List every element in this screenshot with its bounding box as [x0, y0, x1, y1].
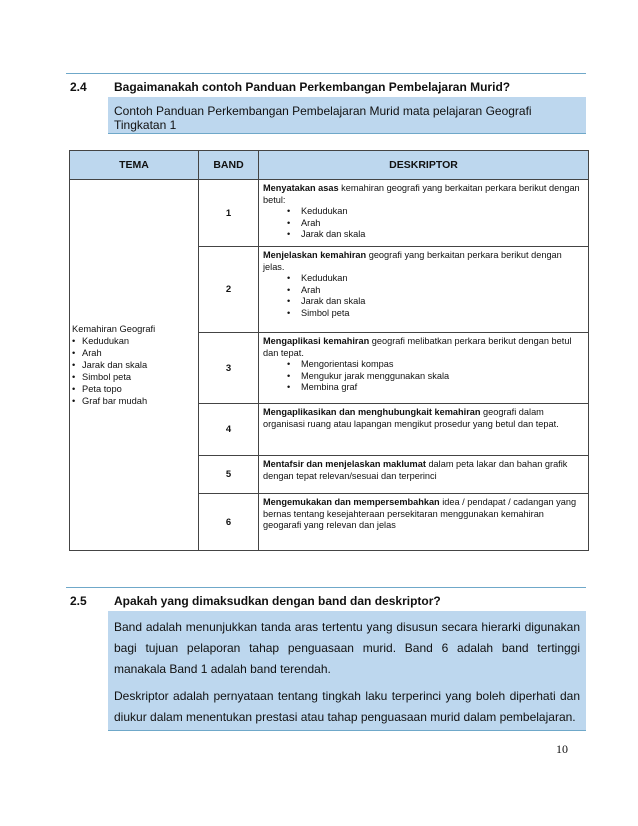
- section-number: 2.5: [70, 594, 87, 608]
- descriptor-text: geografi yang berkaitan perkara berikut dengan jelas.: [263, 250, 562, 272]
- descriptor-text: kemahiran geografi yang berkaitan perkara berikut dengan betul:: [263, 183, 580, 205]
- band-cell: 4: [199, 404, 259, 456]
- descriptor-text: idea / pendapat / cadangan yang bernas tentang kesejahteraan persekitaran menggunakan kemahiran geogarafi yang relevan dan jelas: [263, 497, 577, 530]
- list-item: • Arah: [287, 285, 584, 297]
- list-item: • Peta topo: [72, 383, 196, 395]
- table-header-row: [70, 151, 589, 180]
- list-item: • Jarak dan skala: [72, 359, 196, 371]
- section-2-4-header: [66, 73, 586, 97]
- descriptor-cell: [259, 333, 589, 404]
- descriptor-list: [287, 206, 584, 241]
- band-cell: 2: [199, 247, 259, 333]
- descriptor-text: geografi dalam organisasi ruang atau lapangan mengikut prosedur yang betul dan tepat.: [263, 407, 559, 429]
- tema-title: Kemahiran Geografi: [72, 324, 156, 334]
- list-item: • Kedudukan: [287, 273, 584, 285]
- list-item: • Mengukur jarak menggunakan skala: [287, 371, 584, 383]
- descriptor-cell: [259, 247, 589, 333]
- band-definition: Band adalah menunjukkan tanda aras tertentu yang disusun secara hierarki digunakan bagi tujuan pelaporan tahap penguasaan murid. Band 6 adalah band tertinggi manakala Band 1 adalah band terendah.: [114, 620, 580, 676]
- descriptor-list: [287, 273, 584, 319]
- tema-cell: [70, 180, 199, 551]
- descriptor-bold: Mentafsir dan menjelaskan maklumat: [263, 459, 426, 469]
- header-band: BAND: [199, 151, 259, 180]
- descriptor-list: [287, 359, 584, 394]
- list-item: • Jarak dan skala: [287, 229, 584, 241]
- list-item: • Mengorientasi kompas: [287, 359, 584, 371]
- descriptor-cell: [259, 456, 589, 494]
- list-item: • Kedudukan: [72, 335, 196, 347]
- section-2-5-header: [66, 587, 586, 611]
- list-item: • Simbol peta: [287, 308, 584, 320]
- section-question: Apakah yang dimaksudkan dengan band dan deskriptor?: [114, 594, 441, 608]
- tema-list: [72, 335, 196, 407]
- list-item: • Graf bar mudah: [72, 395, 196, 407]
- descriptor-bold: Mengaplikasi kemahiran: [263, 336, 370, 346]
- band-cell: 1: [199, 180, 259, 247]
- list-item: • Simbol peta: [72, 371, 196, 383]
- section-number: 2.4: [70, 80, 87, 94]
- section-question: Bagaimanakah contoh Panduan Perkembangan Pembelajaran Murid?: [114, 80, 511, 94]
- band-cell: 5: [199, 456, 259, 494]
- list-item: • Membina graf: [287, 382, 584, 394]
- descriptor-bold: Mengemukakan dan mempersembahkan: [263, 497, 440, 507]
- section-2-4-subtitle: Contoh Panduan Perkembangan Pembelajaran Murid mata pelajaran Geografi Tingkatan 1: [108, 97, 586, 134]
- descriptor-text: dalam peta lakar dan bahan grafik dengan tepat relevan/sesuai dan terperinci: [263, 459, 568, 481]
- list-item: • Kedudukan: [287, 206, 584, 218]
- band-cell: 3: [199, 333, 259, 404]
- descriptor-bold: Menjelaskan kemahiran: [263, 250, 367, 260]
- descriptor-bold: Menyatakan asas: [263, 183, 339, 193]
- header-deskriptor: DESKRIPTOR: [259, 151, 589, 180]
- descriptor-definition: Deskriptor adalah pernyataan tentang tingkah laku terperinci yang boleh diperhati dan diukur dalam menentukan prestasi atau tahap penguasaan murid dalam pembelajaran.: [114, 689, 580, 724]
- descriptor-cell: [259, 404, 589, 456]
- descriptor-bold: Mengaplikasikan dan menghubungkait kemahiran: [263, 407, 481, 417]
- descriptor-cell: [259, 180, 589, 247]
- page-number: 10: [556, 742, 568, 756]
- descriptor-cell: [259, 494, 589, 551]
- band-descriptor-table: [69, 150, 589, 551]
- header-tema: TEMA: [70, 151, 199, 180]
- table-row: [70, 180, 589, 247]
- list-item: • Arah: [72, 347, 196, 359]
- band-cell: 6: [199, 494, 259, 551]
- list-item: • Jarak dan skala: [287, 296, 584, 308]
- list-item: • Arah: [287, 218, 584, 230]
- descriptor-text: geografi melibatkan perkara berikut dengan betul dan tepat.: [263, 336, 572, 358]
- section-2-5-body: [108, 611, 586, 731]
